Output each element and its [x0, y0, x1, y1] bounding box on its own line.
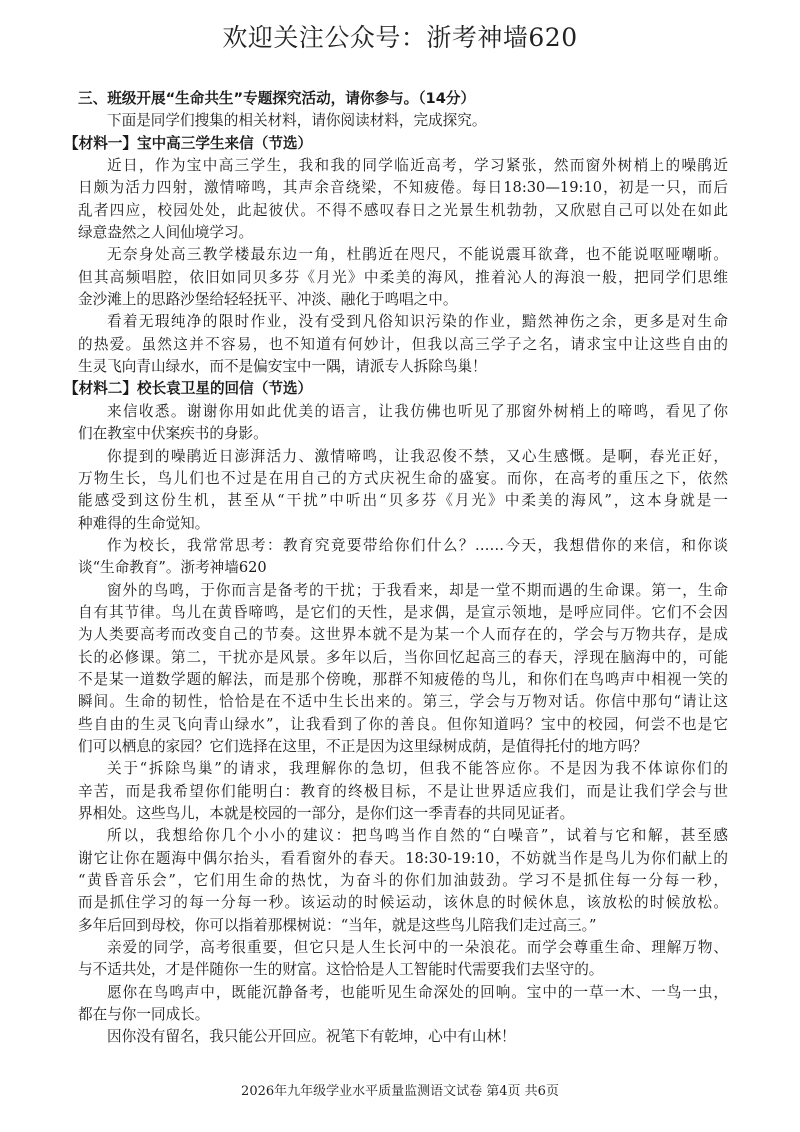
section-title: 三、班级开展“生命共生”专题探究活动，请你参与。（14分） [78, 90, 476, 107]
material-1-line: 绿意盎然之人间仙境学习。 [78, 224, 254, 242]
material-2-line: 亲爱的同学，高考很重要，但它只是人生长河中的一朵浪花。而学会尊重生命、理解万物、 [107, 939, 728, 957]
material-1-line: 金沙滩上的思路沙堡给轻轻抚平、冲淡、融化于鸣唱之中。 [78, 291, 458, 309]
material-1-line: 的热爱。虽然这并不容易，也不知道有何妙计，但我以高三学子之名，请求宝中让这些自由的 [78, 335, 728, 353]
material-1-body [78, 155, 728, 378]
exam-content [64, 88, 728, 1049]
material-1-title: 【材料一】宝中高三学生来信（节选） [64, 134, 313, 152]
material-2-line: 种难得的生命觉知。 [78, 514, 210, 532]
material-2-line: 与不适共处，才是伴随你一生的财富。这恰恰是人工智能时代需要我们去坚守的。 [78, 961, 604, 979]
material-2-line: 都在与你一同成长。 [78, 1006, 210, 1024]
material-2-line: 来信收悉。谢谢你用如此优美的语言，让我仿佛也听见了那窗外树梢上的啼鸣，看见了你 [107, 402, 728, 420]
material-2-title: 【材料二】校长袁卫星的回信（节选） [64, 380, 313, 398]
material-2-line: 辛苦，而是我希望你们能明白：教育的终极目标，不是让世界适应我们，而是让我们学会与世 [78, 782, 728, 800]
material-2-line: 愿你在鸟鸣声中，既能沉静备考，也能听见生命深处的回响。宝中的一草一木、一鸟一虫， [107, 983, 728, 1001]
material-1-line: 但其高频唱腔，依旧如同贝多芬《月光》中柔美的海风，推着沁人的海浪一般，把同学们思维 [78, 268, 728, 286]
material-2-line: 自有其节律。鸟儿在黄昏啼鸣，是它们的天性，是求偶，是宣示领地，是呼应同伴。它们不会因 [78, 603, 728, 621]
material-2-line: “黄昏音乐会”，它们用生命的热忱，为奋斗的你们加油鼓劲。学习不是抓住每一分每一秒， [78, 872, 728, 890]
material-2-line: 能感受到这份生机，甚至从“干扰”中听出“贝多芬《月光》中柔美的海风”，这本身就是一 [78, 492, 728, 510]
material-2-line: 而是抓住学习的每一分每一秒。该运动的时候运动，该休息的时候休息，该放松的时候放松。 [78, 894, 728, 912]
material-1-line: 无奈身处高三教学楼最东边一角，杜鹃近在咫尺，不能说震耳欲聋，也不能说呕哑嘲哳。 [107, 246, 728, 264]
material-2-line: 你提到的噪鹃近日澎湃活力、激情啼鸣，让我忍俊不禁，又心生感慨。是啊，春光正好， [107, 447, 728, 465]
material-2-line: 因你没有留名，我只能公开回应。祝笔下有乾坤，心中有山林！ [107, 1028, 516, 1046]
material-2-line: 作为校长，我常常思考：教育究竟要带给你们什么？……今天，我想借你的来信，和你谈 [107, 536, 728, 554]
material-2-line: 多年后回到母校，你可以指着那棵树说：“当年，就是这些鸟儿陪我们走过高三。” [78, 916, 597, 934]
material-2-line: 不是某一道数学题的解法，而是那个傍晚，那群不知疲倦的鸟儿，和你们在鸟鸣声中相视一笑的 [78, 670, 728, 688]
material-2-line: 们可以栖息的家园？它们选择在这里，不正是因为这里绿树成荫，是值得托付的地方吗？ [78, 737, 648, 755]
material-1-line: 乱者四应，校园处处，此起彼伏。不得不感叹春日之光景生机勃勃，又欣慰自己可以处在如此 [78, 201, 728, 219]
material-1-line: 生灵飞向青山绿水，而不是偏安宝中一隅，请派专人拆除鸟巢！ [78, 358, 487, 376]
material-2-line: 万物生长，鸟儿们也不过是在用自己的方式庆祝生命的盛宴。而你，在高考的重压之下，依然 [78, 469, 728, 487]
material-2-body [78, 401, 728, 1049]
material-2-line: 些自由的生灵飞向青山绿水”，让我看到了你的善良。但你知道吗？宝中的校园，何尝不也是它 [78, 715, 728, 733]
material-1-line: 看着无瑕纯净的限时作业，没有受到凡俗知识污染的作业，黯然神伤之余，更多是对生命 [107, 313, 728, 331]
material-2-line: 所以，我想给你几个小小的建议：把鸟鸣当作自然的“白噪音”，试着与它和解，甚至感 [107, 827, 728, 845]
material-2-line: 为人类要高考而改变自己的节奏。这世界本就不是为某一个人而存在的，学会与万物共存，是成 [78, 626, 728, 644]
material-2-line: 谢它让你在题海中偶尔抬头，看看窗外的春天。18:30-19:10，不妨就当作是鸟儿为你们献上的 [78, 849, 728, 867]
page-footer: 2026年九年级学业水平质量监测语文试卷 第4页 共6页 [241, 1084, 559, 1099]
material-1-line: 日颇为活力四射，激情啼鸣，其声余音绕梁，不知疲倦。每日18:30—19:10，初是一只，而后 [78, 179, 728, 197]
material-2-line: 谈“生命教育”。浙考神墙620 [78, 559, 267, 577]
section-intro: 下面是同学们搜集的相关材料，请你阅读材料，完成探究。 [107, 112, 487, 130]
material-2-line: 长的必修课。第二，干扰亦是风景。多年以后，当你回忆起高三的春天，浮现在脑海中的，可能 [78, 648, 728, 666]
material-2-line: 们在教室中伏案疾书的身影。 [78, 425, 268, 443]
page-banner: 欢迎关注公众号：浙考神墙620 [222, 23, 578, 52]
material-2-line: 关于“拆除鸟巢”的请求，我理解你的急切，但我不能答应你。不是因为我不体谅你们的 [107, 760, 728, 778]
material-1-line: 近日，作为宝中高三学生，我和我的同学临近高考，学习紧张，然而窗外树梢上的噪鹃近 [107, 157, 728, 175]
material-2-line: 界相处。这些鸟儿，本就是校园的一部分，是你们这一季青春的共同见证者。 [78, 805, 575, 822]
material-2-line: 瞬间。生命的韧性，恰恰是在不适中生长出来的。第三，学会与万物对话。你信中那句“请让这 [78, 693, 728, 711]
material-2-line: 窗外的鸟鸣，于你而言是备考的干扰；于我看来，却是一堂不期而遇的生命课。第一，生命 [107, 581, 728, 599]
